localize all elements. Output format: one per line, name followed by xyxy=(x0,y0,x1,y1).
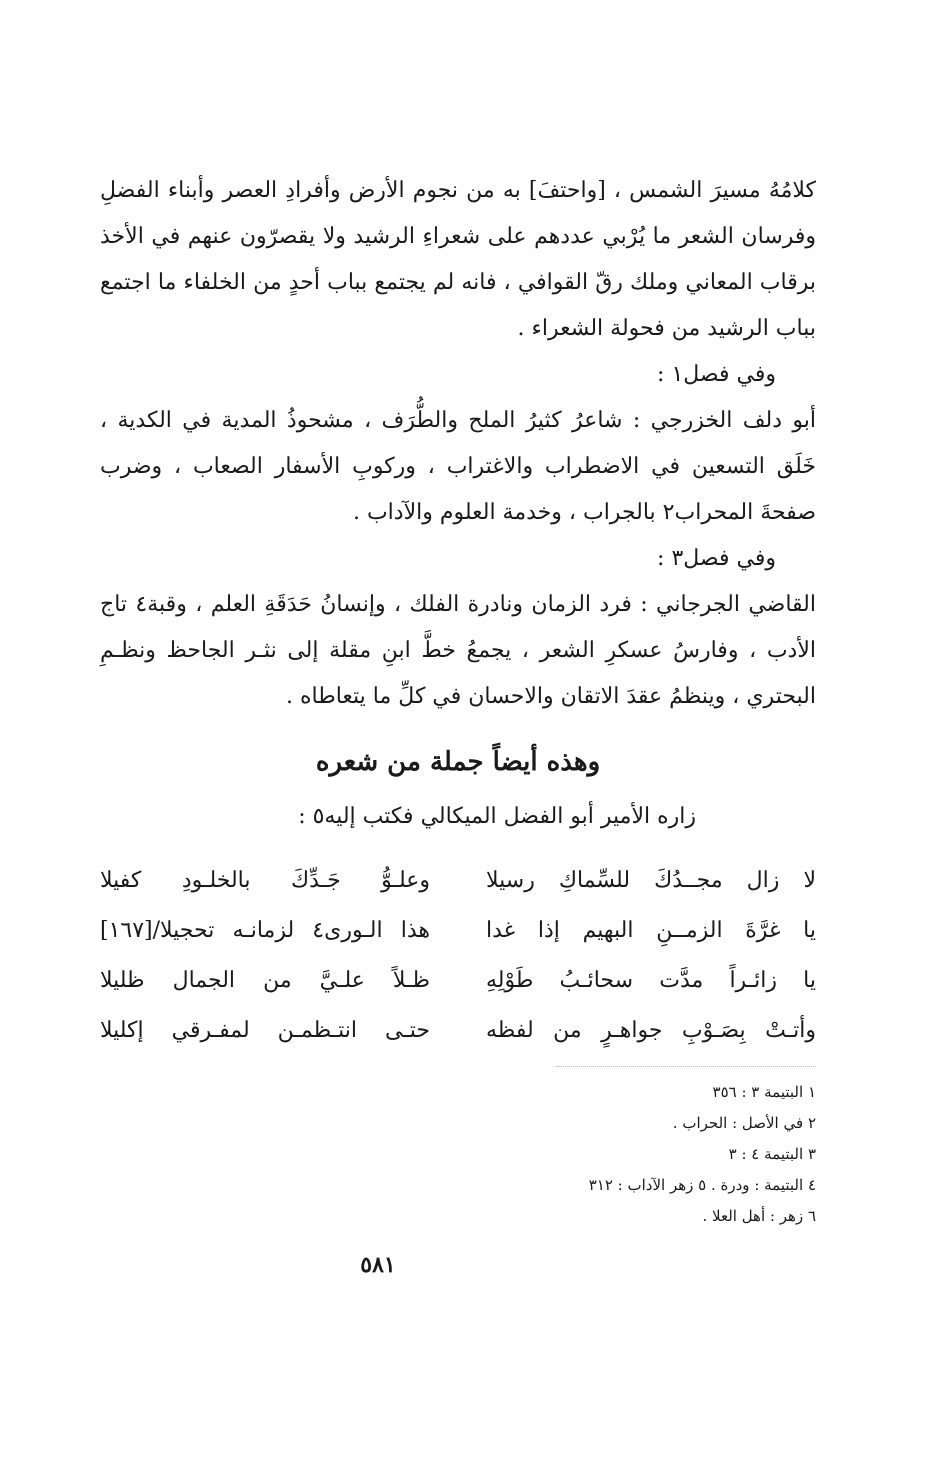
verse-hemistich-right: يا غرَّةَ الزمــنِ البهيم إذا غدا xyxy=(486,918,816,943)
section-heading-3: وفي فصل٣ : xyxy=(657,546,776,571)
footnote: ٤ البتيمة : ودرة . ٥ زهر الآداب : ٣١٢ xyxy=(588,1176,816,1194)
verse-hemistich-right: لا زال مجــدُكَ للسِّماكِ رسيلا xyxy=(486,868,816,893)
footnote-divider xyxy=(556,1066,816,1067)
footnote: ٦ زهر : أهل العلا . xyxy=(702,1207,816,1225)
paragraph-2: أبو دلف الخزرجي : شاعرُ كثيرُ الملح والطُّرَف ، مشحوذُ المدية في الكدية ، خَلَق التسعين في الاضطراب والاغتراب ، وركوبِ الأسفار الصعاب ، وضرب صفحةَ المحراب٢ بالجراب ، وخدمة العلوم والآداب . xyxy=(100,408,816,525)
page-body xyxy=(100,168,816,1278)
poem-heading: وهذه أيضاً جملة من شعره xyxy=(315,747,601,777)
paragraph-3: القاضي الجرجاني : فرد الزمان ونادرة الفلك ، وإنسانُ حَدَقَةِ العلم ، وقبة٤ تاج الأدب ، وفارسُ عسكرِ الشعر ، يجمعُ خطَّ ابنِ مقلة إلى نثـر الجاحظ ونظـمِ البحتري ، وينظمُ عقدَ الاتقان والاحسان في كلِّ ما يتعاطاه . xyxy=(100,592,816,709)
verse-hemistich-left: وعلـوُّ جَـدِّكَ بالخلـودِ كفيلا xyxy=(100,868,430,893)
paragraph-1: كلامُهُ مسيرَ الشمس ، [واحتفَ] به من نجوم الأرض وأفرادِ العصر وأبناء الفضلِ وفرسان الشعر ما يُرْبي عددهم على شعراءِ الرشيد ولا يقصرّون عنهم في الأخذ برقاب المعاني وملك رقّ القوافي ، فانه لم يجتمع بباب أحدٍ من الخلفاء ما اجتمع بباب الرشيد من فحولة الشعراء . xyxy=(100,178,816,341)
footnote: ١ البتيمة ٣ : ٣٥٦ xyxy=(712,1083,816,1101)
section-heading-2: وفي فصل١ : xyxy=(657,362,776,387)
page-number: ٥٨١ xyxy=(360,1252,396,1278)
poem-intro: زاره الأمير أبو الفضل الميكالي فكتب إليه٥ : xyxy=(298,804,696,829)
verse-hemistich-left: حتـى انتـظمـن لمفـرقي إكليلا xyxy=(100,1018,430,1043)
poem-verses xyxy=(100,856,816,1056)
verse-hemistich-right: يا زائـراً مدَّت سحائـبُ طَوْلِهِ xyxy=(486,968,816,993)
verse-line xyxy=(100,1006,816,1056)
verse-hemistich-left: ظـلاً علـيَّ من الجمال ظليلا xyxy=(100,968,430,993)
verse-line xyxy=(100,906,816,956)
footnote: ٢ في الأصل : الحراب . xyxy=(672,1114,816,1132)
verse-line xyxy=(100,956,816,1006)
footnote: ٣ البتيمة ٤ : ٣ xyxy=(728,1145,816,1163)
verse-hemistich-left: هذا الـورى٤ لزمانـه تحجيلا/[١٦٧] xyxy=(100,918,430,943)
verse-line xyxy=(100,856,816,906)
verse-hemistich-right: وأتـتْ بِصَـوْبِ جواهـرٍ من لفظه xyxy=(486,1018,816,1043)
footnotes xyxy=(100,1077,816,1232)
